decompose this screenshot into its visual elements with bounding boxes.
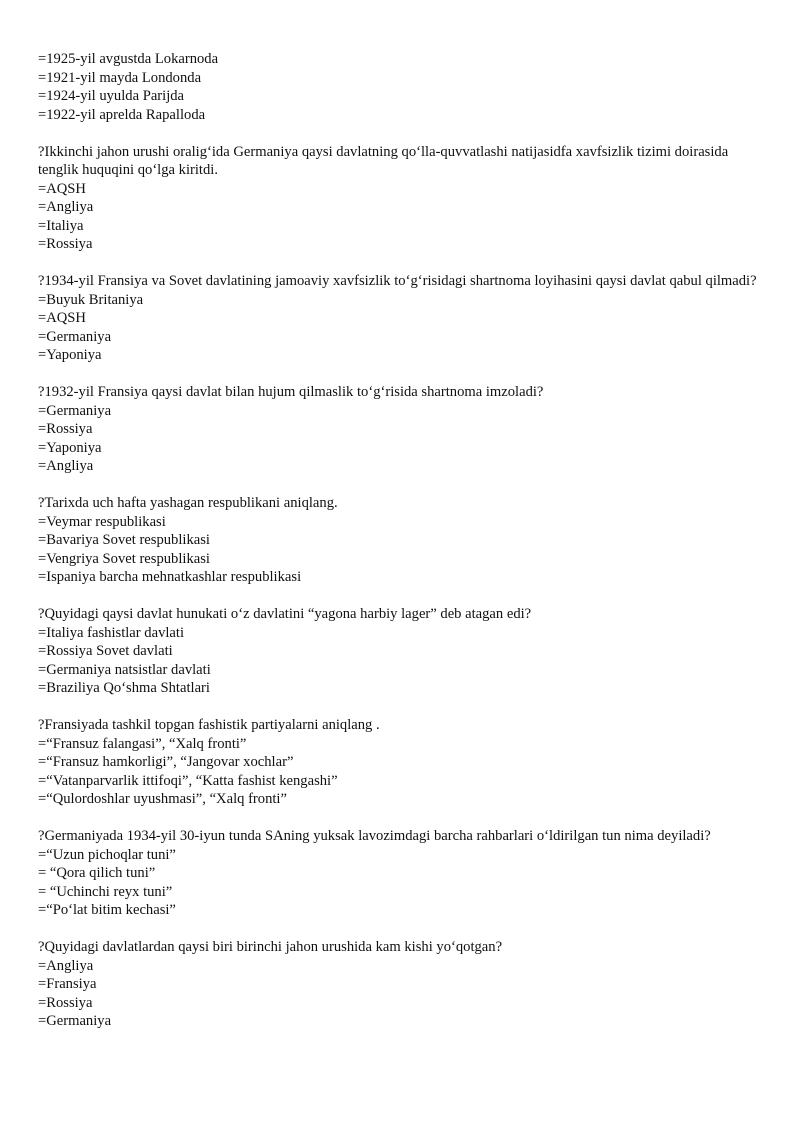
question-block [38,827,768,920]
answer-option: =Rossiya [38,421,93,437]
answer-option: =Angliya [38,957,94,974]
question-block [38,383,768,476]
answer-option: =“Vatanparvarlik ittifoqi”, “Katta fashist kengashi” [38,772,338,789]
answer-option: =1921-yil mayda Londonda [38,69,202,86]
question-block [38,272,768,365]
question-text: ?1934-yil Fransiya va Sovet davlatining jamoaviy xavfsizlik to‘g‘risidagi shartnoma loyihasini qaysi davlat qabul qilmadi? [38,273,757,289]
answer-option: =AQSH [38,180,86,197]
answer-option: =Ispaniya barcha mehnatkashlar respublikasi [38,569,302,585]
answer-option: =“Qulordoshlar uyushmasi”, “Xalq fronti” [38,791,287,807]
leading-options-block [38,50,768,124]
answer-option: =Italiya fashistlar davlati [38,624,185,641]
answer-option: =Buyuk Britaniya [38,291,144,308]
answer-option: =Germaniya [38,402,112,419]
answer-option: =1924-yil uyulda Parijda [38,88,185,104]
answer-option: =Rossiya Sovet davlati [38,643,173,659]
answer-option: =Italiya [38,217,84,234]
answer-option: = “Uchinchi reyx tuni” [38,883,173,900]
answer-option: =Angliya [38,199,94,215]
answer-option: =Rossiya [38,994,93,1011]
question-text: ?Quyidagi davlatlardan qaysi biri birinchi jahon urushida kam kishi yo‘qotgan? [38,939,503,955]
answer-option: =Germaniya [38,328,112,345]
answer-option: =Germaniya natsistlar davlati [38,661,211,678]
answer-option: =1922-yil aprelda Rapalloda [38,106,206,123]
answer-option: =“Uzun pichoqlar tuni” [38,846,176,863]
answer-option: =Vengriya Sovet respublikasi [38,550,210,567]
answer-option: =Rossiya [38,236,93,252]
answer-option: =“Po‘lat bitim kechasi” [38,902,176,918]
answer-option: =Angliya [38,458,94,474]
question-text: ?Ikkinchi jahon urushi oralig‘ida Germaniya qaysi davlatning qo‘lla-quvvatlashi natijasidfa xavfsizlik tizimi doirasida tenglik huquqini qo‘lga kiritdi. [38,143,729,178]
answer-option: =Braziliya Qo‘shma Shtatlari [38,680,210,696]
question-text: ?Fransiyada tashkil topgan fashistik partiyalarni aniqlang . [38,717,380,733]
question-block [38,938,768,1031]
answer-option: =Bavariya Sovet respublikasi [38,532,210,548]
answer-option: = “Qora qilich tuni” [38,865,156,881]
answer-option: =AQSH [38,310,86,326]
question-block [38,716,768,809]
answer-option: =Yaponiya [38,439,102,456]
question-text: ?Quyidagi qaysi davlat hunukati o‘z davlatini “yagona harbiy lager” deb atagan edi? [38,606,532,622]
question-block [38,143,768,254]
answer-option: =Fransiya [38,976,97,992]
question-text: ?Germaniyada 1934-yil 30-iyun tunda SAning yuksak lavozimdagi barcha rahbarlari o‘ldirilgan tun nima deyiladi? [38,828,711,844]
answer-option: =“Fransuz hamkorligi”, “Jangovar xochlar” [38,754,294,770]
document-page [38,50,768,1049]
answer-option: =Veymar respublikasi [38,513,166,530]
question-text: ?Tarixda uch hafta yashagan respublikani aniqlang. [38,495,338,511]
question-block [38,494,768,587]
question-block [38,605,768,698]
answer-option: =“Fransuz falangasi”, “Xalq fronti” [38,735,247,752]
answer-option: =1925-yil avgustda Lokarnoda [38,51,219,67]
question-text: ?1932-yil Fransiya qaysi davlat bilan hujum qilmaslik to‘g‘risida shartnoma imzoladi? [38,384,544,400]
answer-option: =Germaniya [38,1013,112,1029]
answer-option: =Yaponiya [38,347,102,363]
